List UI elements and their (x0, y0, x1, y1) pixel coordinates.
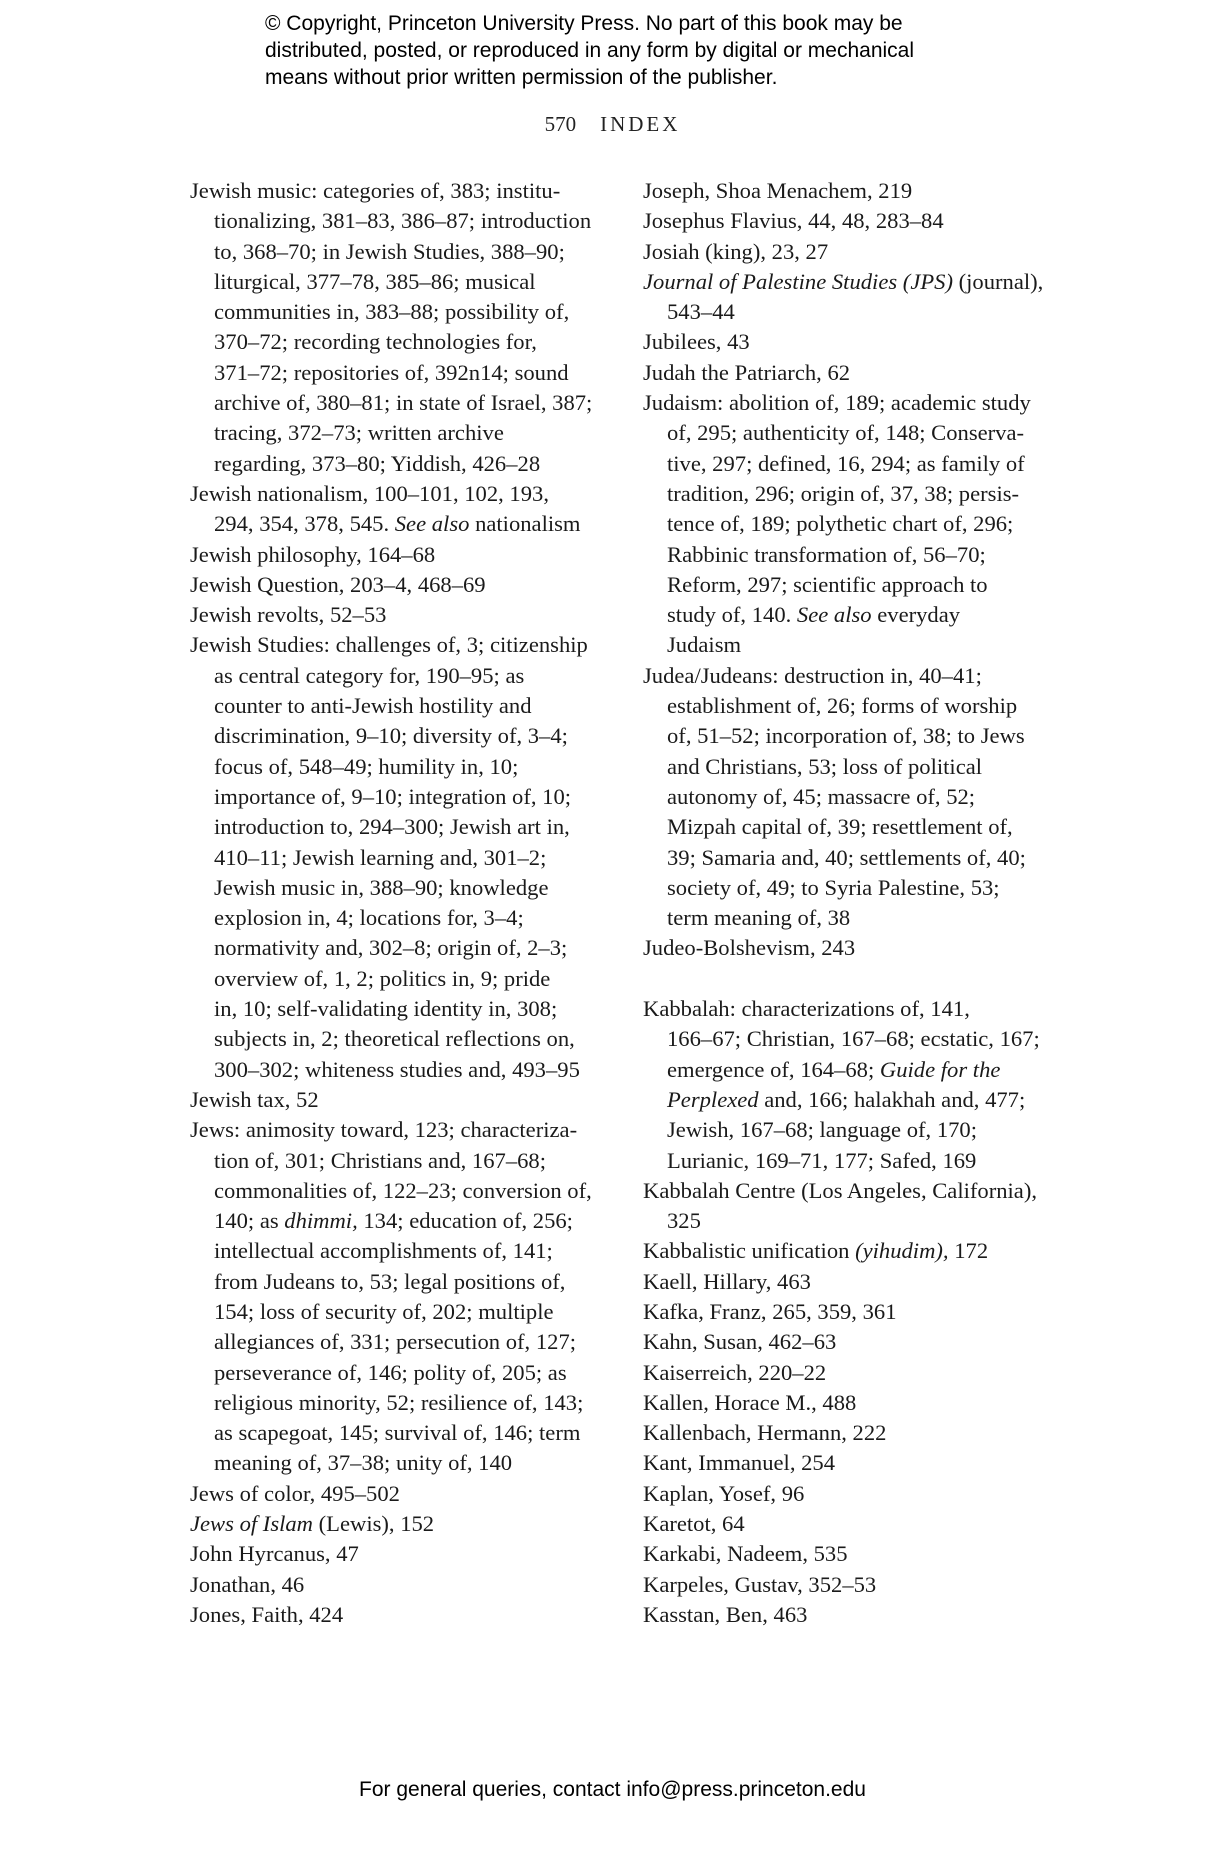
index-entry-continuation: Mizpah capital of, 39; resettlement of, (667, 814, 1013, 840)
index-entry (190, 176, 610, 479)
index-entry (190, 600, 610, 630)
index-entry (190, 1570, 610, 1600)
index-entry (643, 388, 1063, 661)
index-entry-continuation: tence of, 189; polythetic chart of, 296; (667, 511, 1014, 537)
index-entry-continuation: 166–67; Christian, 167–68; ecstatic, 167; (667, 1026, 1040, 1052)
index-entry-continuation: 543–44 (667, 299, 735, 325)
copyright-line: means without prior written permission of the publisher. (265, 66, 778, 89)
index-entry-continuation: Lurianic, 169–71, 177; Safed, 169 (667, 1147, 977, 1173)
index-entry-continuation: meaning of, 37–38; unity of, 140 (214, 1450, 513, 1476)
index-entry-continuation: perseverance of, 146; polity of, 205; as (214, 1359, 567, 1385)
index-entry-continuation: tracing, 372–73; written archive (214, 420, 504, 446)
index-entry (190, 1115, 610, 1479)
index-entry (190, 1539, 610, 1569)
index-entry (643, 327, 1063, 357)
index-entry (643, 1418, 1063, 1448)
index-entry-continuation: Judaism (667, 632, 742, 658)
index-entry-continuation: 371–72; repositories of, 392n14; sound (214, 359, 569, 385)
index-entry-line: Jewish Studies: challenges of, 3; citizenship (190, 632, 588, 658)
index-entry-continuation: introduction to, 294–300; Jewish art in, (214, 814, 570, 840)
index-column-right (643, 176, 1063, 1630)
index-entry-continuation: as central category for, 190–95; as (214, 662, 525, 688)
index-entry-continuation: 39; Samaria and, 40; settlements of, 40; (667, 844, 1026, 870)
index-entry-continuation: 410–11; Jewish learning and, 301–2; (214, 844, 547, 870)
index-entry (643, 1600, 1063, 1630)
index-entry-line: Journal of Palestine Studies (JPS) (journal), (643, 268, 1044, 294)
index-entry (643, 1236, 1063, 1266)
index-entry-line: Jewish philosophy, 164–68 (190, 541, 436, 567)
index-entry (643, 176, 1063, 206)
index-entry-continuation: Jewish, 167–68; language of, 170; (667, 1117, 977, 1143)
index-entry-line: Kabbalah: characterizations of, 141, (643, 996, 970, 1022)
index-entry-continuation: importance of, 9–10; integration of, 10; (214, 783, 572, 809)
index-entry-line: Jews of Islam (Lewis), 152 (190, 1511, 435, 1537)
index-entry-continuation: intellectual accomplishments of, 141; (214, 1238, 553, 1264)
index-entry-line: Karpeles, Gustav, 352–53 (643, 1571, 877, 1597)
index-entry-continuation: regarding, 373–80; Yiddish, 426–28 (214, 450, 541, 476)
index-entry (643, 1509, 1063, 1539)
copyright-line: distributed, posted, or reproduced in any form by digital or mechanical (265, 39, 915, 62)
index-entry-line: Jews: animosity toward, 123; characteriza- (190, 1117, 578, 1143)
index-entry-line: Jewish nationalism, 100–101, 102, 193, (190, 480, 549, 506)
index-entry-continuation: term meaning of, 38 (667, 905, 851, 931)
index-entry-continuation: as scapegoat, 145; survival of, 146; term (214, 1420, 581, 1446)
index-entry-continuation: tionalizing, 381–83, 386–87; introduction (214, 208, 592, 234)
index-entry-continuation: study of, 140. See also everyday (667, 602, 961, 628)
index-entry-line: Jewish revolts, 52–53 (190, 602, 387, 628)
page-title: INDEX (600, 112, 681, 136)
index-entry-continuation: tion of, 301; Christians and, 167–68; (214, 1147, 546, 1173)
index-entry-continuation: explosion in, 4; locations for, 3–4; (214, 905, 524, 931)
index-entry (643, 1176, 1063, 1237)
copyright-notice (265, 10, 1025, 91)
index-entry-continuation: and Christians, 53; loss of political (667, 753, 983, 779)
index-entry (190, 479, 610, 540)
index-entry-continuation: Perplexed and, 166; halakhah and, 477; (667, 1086, 1026, 1112)
index-entry-continuation: allegiances of, 331; persecution of, 127; (214, 1329, 577, 1355)
running-head (0, 112, 1225, 137)
index-entry-continuation: commonalities of, 122–23; conversion of, (214, 1177, 592, 1203)
index-entry (190, 1085, 610, 1115)
index-entry-continuation: Jewish music in, 388–90; knowledge (214, 874, 549, 900)
index-entry-continuation: of, 295; authenticity of, 148; Conserva- (667, 420, 1025, 446)
index-entry-line: Jubilees, 43 (643, 329, 750, 355)
index-entry (643, 1448, 1063, 1478)
index-entry-line: Jews of color, 495–502 (190, 1480, 400, 1506)
index-entry-line: Judaism: abolition of, 189; academic study (643, 390, 1031, 416)
footer-contact: For general queries, contact info@press.princeton.edu (359, 1778, 866, 1801)
index-entry-continuation: tradition, 296; origin of, 37, 38; persis- (667, 480, 1020, 506)
index-entry-line: Kallenbach, Hermann, 222 (643, 1420, 887, 1446)
index-entry-continuation: 140; as dhimmi, 134; education of, 256; (214, 1208, 573, 1234)
index-entry (643, 358, 1063, 388)
index-entry-continuation: of, 51–52; incorporation of, 38; to Jews (667, 723, 1025, 749)
index-entry-continuation: to, 368–70; in Jewish Studies, 388–90; (214, 238, 565, 264)
index-entry (190, 540, 610, 570)
index-entry (190, 570, 610, 600)
index-entry-line: Kaplan, Yosef, 96 (643, 1480, 805, 1506)
index-entry-continuation: communities in, 383–88; possibility of, (214, 299, 570, 325)
index-entry-line: Karetot, 64 (643, 1511, 745, 1537)
index-entry-line: Judeo-Bolshevism, 243 (643, 935, 856, 961)
index-entry (643, 661, 1063, 934)
index-entry (643, 994, 1063, 1176)
index-entry-line: Jones, Faith, 424 (190, 1601, 344, 1627)
index-entry-line: Judah the Patriarch, 62 (643, 359, 851, 385)
index-entry-line: Jewish Question, 203–4, 468–69 (190, 571, 486, 597)
index-entry-line: Kasstan, Ben, 463 (643, 1601, 808, 1627)
index-entry-continuation: autonomy of, 45; massacre of, 52; (667, 783, 976, 809)
index-entry-continuation: overview of, 1, 2; politics in, 9; pride (214, 965, 551, 991)
index-entry-continuation: society of, 49; to Syria Palestine, 53; (667, 874, 1000, 900)
index-entry-line: John Hyrcanus, 47 (190, 1541, 359, 1567)
index-entry-line: Kafka, Franz, 265, 359, 361 (643, 1298, 897, 1324)
index-entry-continuation: 294, 354, 378, 545. See also nationalism (214, 511, 581, 537)
index-entry (190, 630, 610, 1084)
index-entry-line: Jonathan, 46 (190, 1571, 305, 1597)
index-entry-continuation: emergence of, 164–68; Guide for the (667, 1056, 1001, 1082)
index-entry-line: Kabbalistic unification (yihudim), 172 (643, 1238, 989, 1264)
index-entry-continuation: 300–302; whiteness studies and, 493–95 (214, 1056, 580, 1082)
index-entry-continuation: from Judeans to, 53; legal positions of, (214, 1268, 566, 1294)
index-entry-line: Karkabi, Nadeem, 535 (643, 1541, 848, 1567)
index-entry-line: Josiah (king), 23, 27 (643, 238, 829, 264)
index-entry (643, 237, 1063, 267)
index-entry-line: Josephus Flavius, 44, 48, 283–84 (643, 208, 944, 234)
index-entry (643, 1297, 1063, 1327)
index-entry-continuation: normativity and, 302–8; origin of, 2–3; (214, 935, 568, 961)
index-entry (643, 1267, 1063, 1297)
index-entry (643, 206, 1063, 236)
index-entry-line: Jewish tax, 52 (190, 1086, 319, 1112)
index-entry-continuation: 370–72; recording technologies for, (214, 329, 537, 355)
index-entry-continuation: discrimination, 9–10; diversity of, 3–4; (214, 723, 568, 749)
index-entry (643, 933, 1063, 963)
index-entry (190, 1509, 610, 1539)
index-entry-continuation: counter to anti-Jewish hostility and (214, 693, 532, 719)
index-entry (190, 1600, 610, 1630)
index-entry (643, 1327, 1063, 1357)
index-entry (643, 267, 1063, 328)
page-number: 570 (544, 112, 577, 136)
index-entry-line: Kallen, Horace M., 488 (643, 1389, 857, 1415)
index-entry-line: Kahn, Susan, 462–63 (643, 1329, 837, 1355)
index-entry-line: Jewish music: categories of, 383; institu- (190, 178, 561, 203)
index-entry-continuation: archive of, 380–81; in state of Israel, 387; (214, 390, 593, 416)
index-entry-continuation: 325 (667, 1208, 701, 1234)
index-entry (643, 1570, 1063, 1600)
index-entry-continuation: tive, 297; defined, 16, 294; as family of (667, 450, 1025, 476)
index-entry (643, 1539, 1063, 1569)
copyright-line: © Copyright, Princeton University Press. No part of this book may be (265, 12, 903, 35)
index-entry-continuation: subjects in, 2; theoretical reflections on, (214, 1026, 575, 1052)
index-entry-continuation: Rabbinic transformation of, 56–70; (667, 541, 986, 567)
index-entry-continuation: religious minority, 52; resilience of, 143; (214, 1389, 584, 1415)
index-entry-continuation: establishment of, 26; forms of worship (667, 693, 1018, 719)
index-entry (643, 1358, 1063, 1388)
index-entry-continuation: in, 10; self-validating identity in, 308; (214, 996, 558, 1022)
index-entry (190, 1479, 610, 1509)
letter-section-gap (643, 964, 1063, 994)
index-entry-line: Judea/Judeans: destruction in, 40–41; (643, 662, 982, 688)
index-entry-line: Kabbalah Centre (Los Angeles, California), (643, 1177, 1038, 1203)
index-entry-line: Joseph, Shoa Menachem, 219 (643, 178, 913, 203)
index-entry-continuation: 154; loss of security of, 202; multiple (214, 1298, 554, 1324)
index-entry-continuation: Reform, 297; scientific approach to (667, 571, 988, 597)
index-entry-continuation: focus of, 548–49; humility in, 10; (214, 753, 519, 779)
index-entry-line: Kaiserreich, 220–22 (643, 1359, 827, 1385)
index-entry-continuation: liturgical, 377–78, 385–86; musical (214, 268, 536, 294)
index-entry-line: Kaell, Hillary, 463 (643, 1268, 811, 1294)
index-entry (643, 1388, 1063, 1418)
index-entry (643, 1479, 1063, 1509)
index-column-left (190, 176, 610, 1630)
index-entry-line: Kant, Immanuel, 254 (643, 1450, 836, 1476)
